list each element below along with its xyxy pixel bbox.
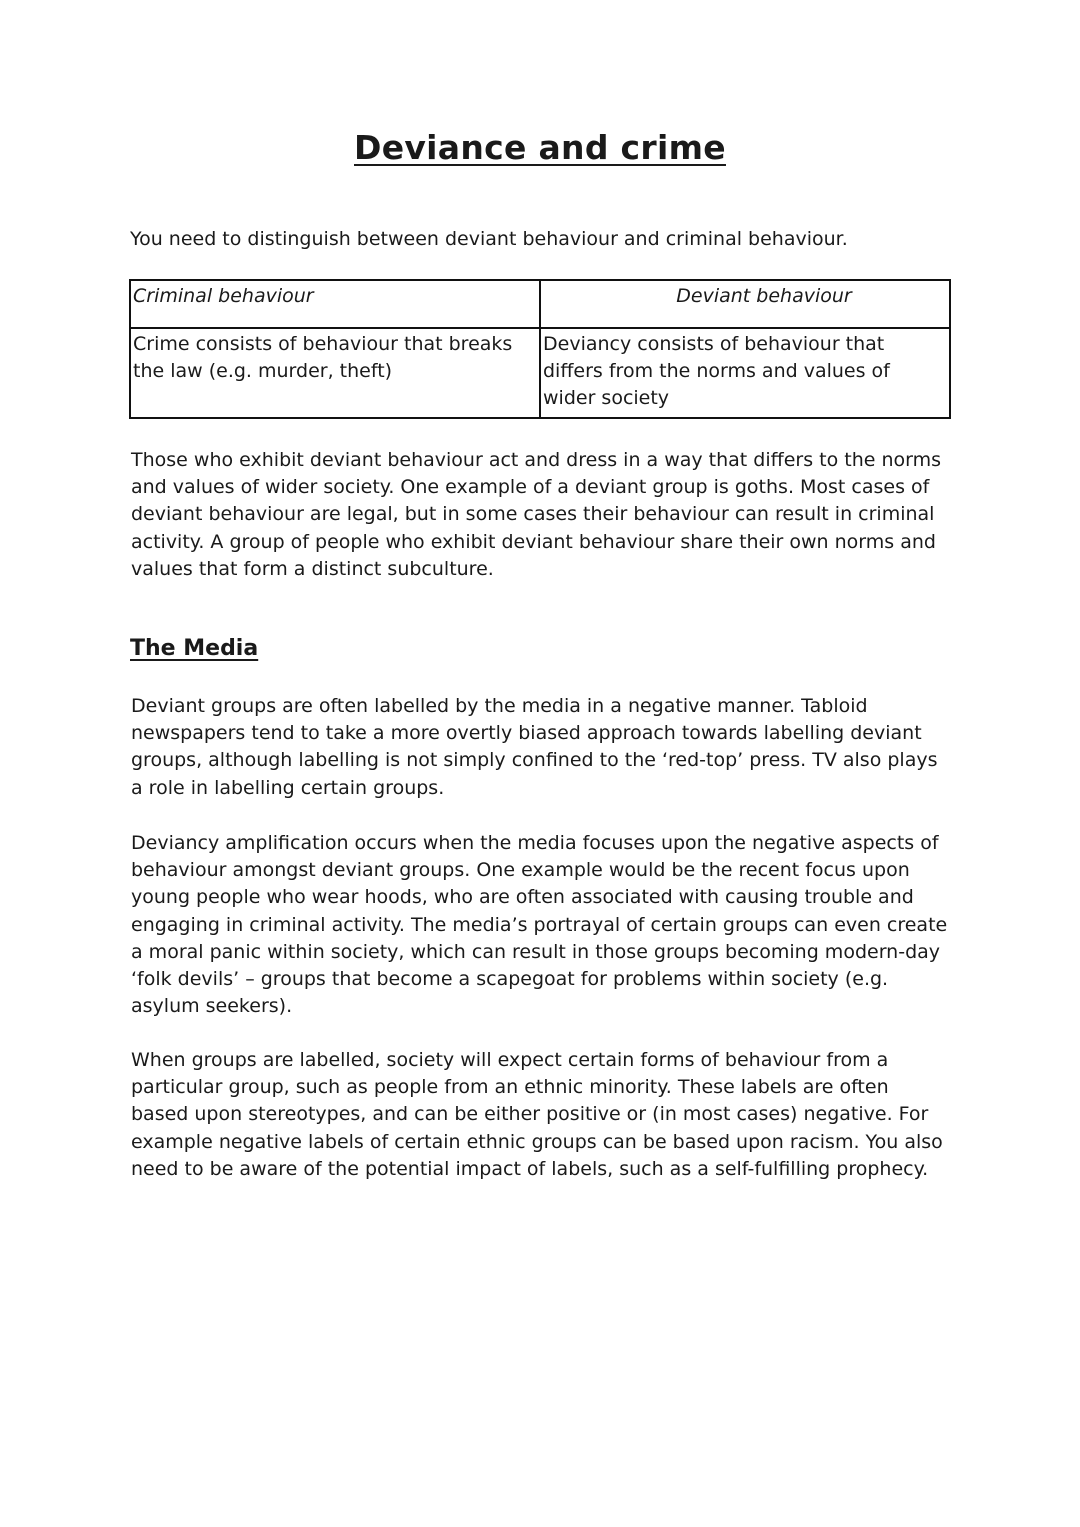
header-criminal-behaviour: Criminal behaviour: [130, 280, 540, 328]
section-heading-media: The Media: [130, 636, 259, 661]
paragraph-deviant-behaviour: Those who exhibit deviant behaviour act and dress in a way that differs to the norms and values of wider society. One example of a deviant group is goths. Most cases of deviant behaviour are legal, but in some cases their behaviour can result in criminal activity. A group of people who exhibit deviant behaviour share their own norms and values that form a distinct subculture.: [131, 449, 942, 580]
cell-crime-definition: Crime consists of behaviour that breaks the law (e.g. murder, theft): [130, 328, 540, 418]
cell-deviancy-definition: Deviancy consists of behaviour that differs from the norms and values of wider society: [540, 328, 950, 418]
paragraph-media-labelling: Deviant groups are often labelled by the media in a negative manner. Tabloid newspapers tend to take a more overtly biased approach towards labelling deviant groups, although labelling is not simply confined to the ‘red-top’ press. TV also plays a role in labelling certain groups.: [131, 695, 938, 799]
paragraph-deviancy-amplification: Deviancy amplification occurs when the media focuses upon the negative aspects of behaviour amongst deviant groups. One example would be the recent focus upon young people who wear hoods, who are often associated with causing trouble and engaging in criminal activity. The media’s portrayal of certain groups can even create a moral panic within society, which can result in those groups becoming modern-day ‘folk devils’ – groups that become a scapegoat for problems within society (e.g. asylum seekers).: [131, 832, 948, 1018]
comparison-table: [129, 279, 951, 419]
table-header-row: [130, 280, 950, 328]
header-deviant-behaviour: Deviant behaviour: [540, 280, 950, 328]
paragraph-labels-impact: When groups are labelled, society will expect certain forms of behaviour from a particular group, such as people from an ethnic minority. These labels are often based upon stereotypes, and can be either positive or (in most cases) negative. For example negative labels of certain ethnic groups can be based upon racism. You also need to be aware of the potential impact of labels, such as a self-fulfilling prophecy.: [131, 1049, 943, 1180]
table-row: [130, 328, 950, 418]
document-title-text: Deviance and crime: [354, 128, 726, 167]
intro-text: You need to distinguish between deviant behaviour and criminal behaviour.: [130, 228, 848, 250]
document-title: [0, 128, 1080, 167]
